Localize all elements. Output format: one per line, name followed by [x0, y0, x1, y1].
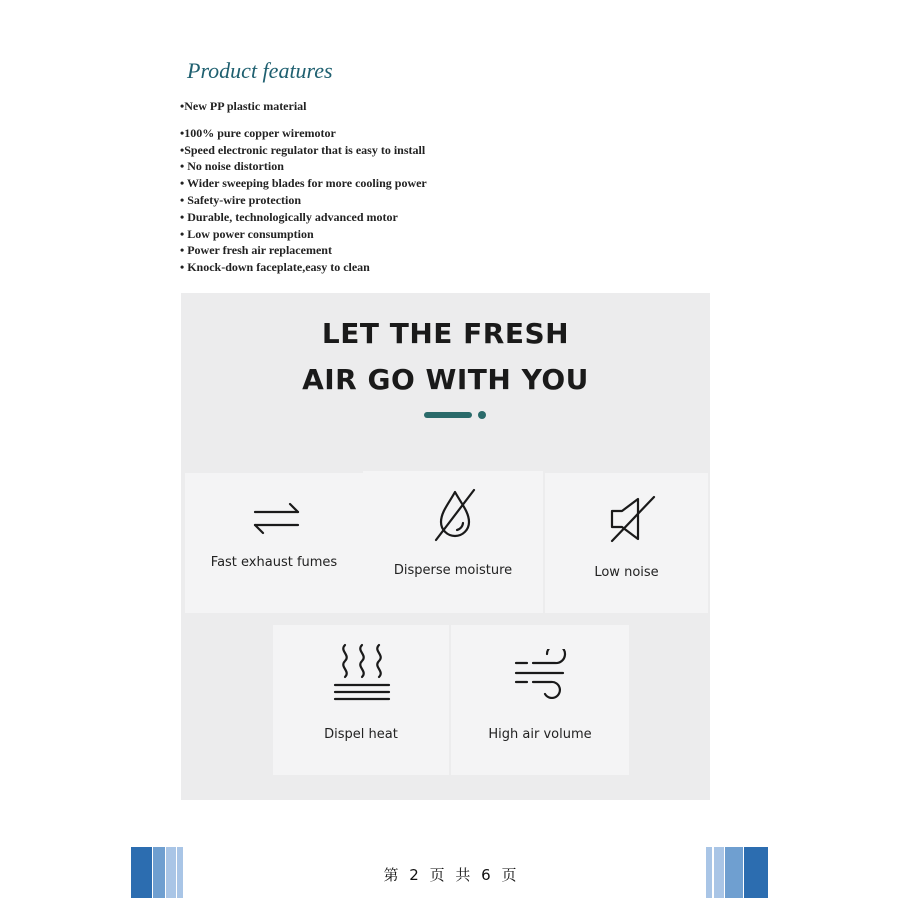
card-label: Disperse moisture — [393, 563, 513, 578]
page-number: 第 2 页 共 6 页 — [383, 866, 517, 884]
panel-title-line2: AIR GO WITH YOU — [302, 363, 589, 396]
feature-item: • Power fresh air replacement — [180, 243, 332, 258]
feature-item: • Safety-wire protection — [180, 192, 302, 207]
heat-waves-icon — [331, 641, 393, 703]
card-label: Dispel heat — [324, 727, 398, 742]
feature-card-noise — [545, 473, 708, 613]
footer-stripes-right — [706, 847, 768, 898]
wind-icon — [513, 649, 575, 699]
feature-item: • Low power consumption — [180, 226, 314, 241]
card-label: Low noise — [594, 565, 659, 580]
stripe — [744, 847, 768, 898]
stripe — [714, 847, 724, 898]
no-water-drop-icon — [430, 486, 480, 544]
promo-panel — [181, 293, 710, 800]
feature-item: • Knock-down faceplate,easy to clean — [180, 260, 370, 275]
feature-card-air-volume — [451, 625, 629, 775]
feature-card-moisture — [363, 471, 543, 613]
stripe — [706, 847, 712, 898]
feature-item: • No noise distortion — [180, 159, 284, 174]
exchange-arrows-icon — [251, 499, 303, 539]
feature-item: • Durable, technologically advanced motor — [180, 209, 398, 224]
feature-card-heat — [273, 625, 449, 775]
feature-list — [180, 98, 427, 276]
feature-item: • Wider sweeping blades for more cooling power — [180, 176, 427, 191]
muted-speaker-icon — [606, 493, 660, 547]
section-heading: Product features — [187, 58, 333, 83]
feature-item: •New PP plastic material — [180, 99, 307, 113]
feature-item: •Speed electronic regulator that is easy to install — [180, 142, 426, 157]
panel-title — [181, 311, 710, 403]
accent-dot — [478, 411, 486, 419]
card-label: Fast exhaust fumes — [210, 555, 338, 570]
feature-item: •100% pure copper wiremotor — [180, 125, 336, 140]
accent-bar — [424, 412, 472, 418]
feature-card-exhaust — [185, 473, 363, 613]
card-label: High air volume — [488, 727, 592, 742]
stripe — [725, 847, 743, 898]
panel-title-line1: LET THE FRESH — [321, 317, 570, 350]
